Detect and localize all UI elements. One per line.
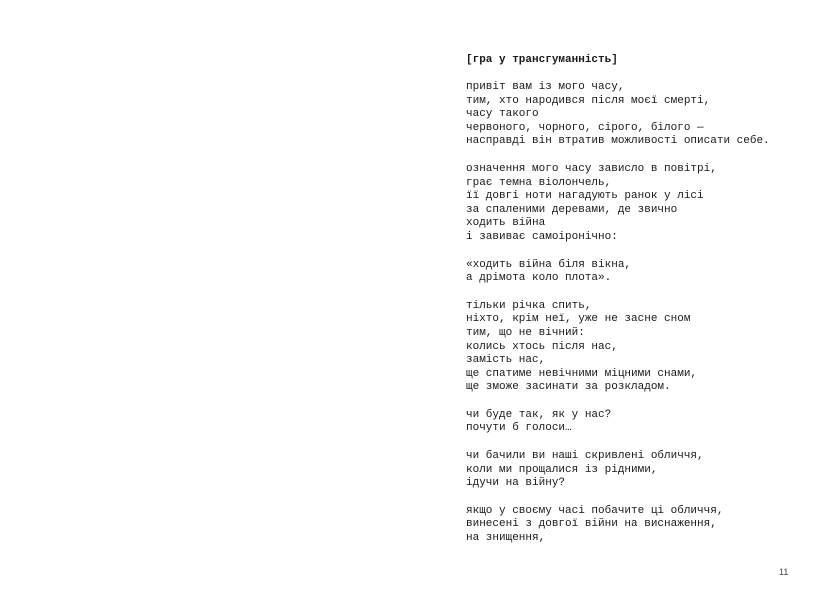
poem-line: коли ми прощалися із рідними, <box>466 463 658 476</box>
poem-line: колись хтось після нас, <box>466 340 618 353</box>
poem-line: якщо у своєму часі побачите ці обличчя, <box>466 504 724 517</box>
poem-line: червоного, чорного, сірого, білого — <box>466 121 704 134</box>
poem-line: ніхто, крім неї, уже не засне сном <box>466 313 691 326</box>
poem-line: ще спатиме невічними міцними снами, <box>466 367 698 380</box>
poem-line: «ходить війна біля вікна, <box>466 258 632 271</box>
poem-line: привіт вам із мого часу, <box>466 81 625 93</box>
poem-line: тільки річка спить, <box>466 299 592 312</box>
poem-line: її довгі ноти нагадують ранок у лісі <box>466 190 704 203</box>
stanza <box>466 300 806 395</box>
poem-line: ще зможе засинати за розкладом. <box>466 381 671 394</box>
stanza <box>466 259 806 286</box>
poem-line: тим, що не вічний: <box>466 326 585 339</box>
poem-line: насправді він втратив можливості описати себе. <box>466 135 770 148</box>
poem-line: грає темна віолончель, <box>466 176 612 189</box>
poem-line: тим, хто народився після моєї смерті, <box>466 94 711 107</box>
poem-line: замість нас, <box>466 354 546 367</box>
poem-line: і завиває самоіронічно: <box>466 230 618 243</box>
poem-line: винесені з довгої війни на виснаження, <box>466 518 717 531</box>
poem-line: ідучи на війну? <box>466 477 566 490</box>
stanza <box>466 163 806 245</box>
poem-line: за спаленими деревами, де звично <box>466 203 678 216</box>
poem-title: [гра у трансгуманність] <box>466 54 618 66</box>
poem <box>466 53 806 560</box>
poem-line: а дрімота коло плота». <box>466 272 612 285</box>
stanza <box>466 450 806 491</box>
poem-line: часу такого <box>466 108 539 121</box>
stanza <box>466 81 806 149</box>
poem-line: чи буде так, як у нас? <box>466 408 612 421</box>
stanza <box>466 409 806 436</box>
poem-line: ходить війна <box>466 217 546 230</box>
stanza <box>466 505 806 546</box>
poem-line: означення мого часу зависло в повітрі, <box>466 162 717 175</box>
poem-line: почути б голоси… <box>466 422 572 435</box>
poem-line: чи бачили ви наші скривлені обличчя, <box>466 450 704 463</box>
poem-line: на знищення, <box>466 532 546 545</box>
page-number: 11 <box>779 567 789 577</box>
